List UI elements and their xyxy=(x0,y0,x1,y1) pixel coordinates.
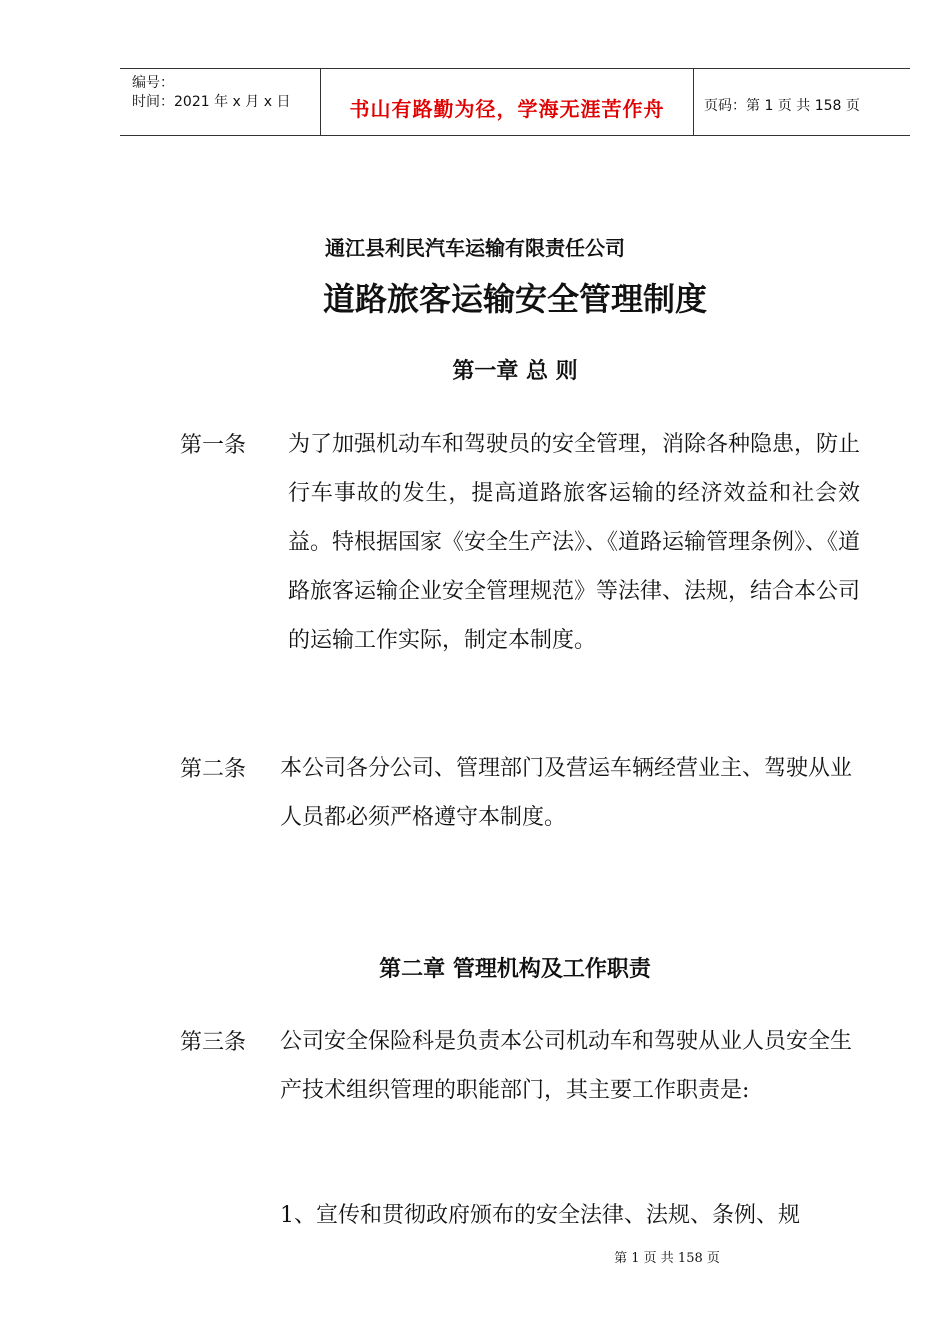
article-1-text: 为了加强机动车和驾驶员的安全管理，消除各种隐患，防止行车事故的发生，提高道路旅客运输的经济效益和社会效益。特根据国家《安全生产法》、《道路运输管理条例》、《道路旅客运输企业安全管理规范》等法律、法规，结合本公司的运输工作实际，制定本制度。 xyxy=(288,432,861,653)
chapter-2-heading: 第二章 管理机构及工作职责 xyxy=(379,956,651,982)
number-label: 编号： xyxy=(132,75,174,91)
motto: 书山有路勤为径，学海无涯苦作舟 xyxy=(349,97,665,121)
article-3-label: 第三条 xyxy=(180,1030,247,1055)
header-table xyxy=(120,68,910,136)
article-3-text: 公司安全保险科是负责本公司机动车和驾驶从业人员安全生产技术组织管理的职能部门，其主要工作职责是: xyxy=(280,1029,853,1103)
company-name: 通江县利民汽车运输有限责任公司 xyxy=(325,236,625,260)
header-page-cell xyxy=(694,69,910,135)
article-2-text: 本公司各分公司、管理部门及营运车辆经营业主、驾驶从业人员都必须严格遵守本制度。 xyxy=(280,756,853,830)
list-item-1: 1、宣传和贯彻政府颁布的安全法律、法规、条例、规 xyxy=(280,1203,800,1228)
chapter-1-heading: 第一章 总 则 xyxy=(452,358,578,384)
document-title: 道路旅客运输安全管理制度 xyxy=(322,280,707,318)
header-motto-cell xyxy=(321,69,694,135)
page-info: 页码：第 1 页 共 158 页 xyxy=(704,98,860,114)
article-2-label: 第二条 xyxy=(180,757,247,782)
page-footer: 第 1 页 共 158 页 xyxy=(614,1251,720,1266)
article-1-label: 第一条 xyxy=(180,433,247,458)
header-meta-cell xyxy=(120,69,321,135)
time-label: 时间：2021 年 x 月 x 日 xyxy=(132,94,291,110)
